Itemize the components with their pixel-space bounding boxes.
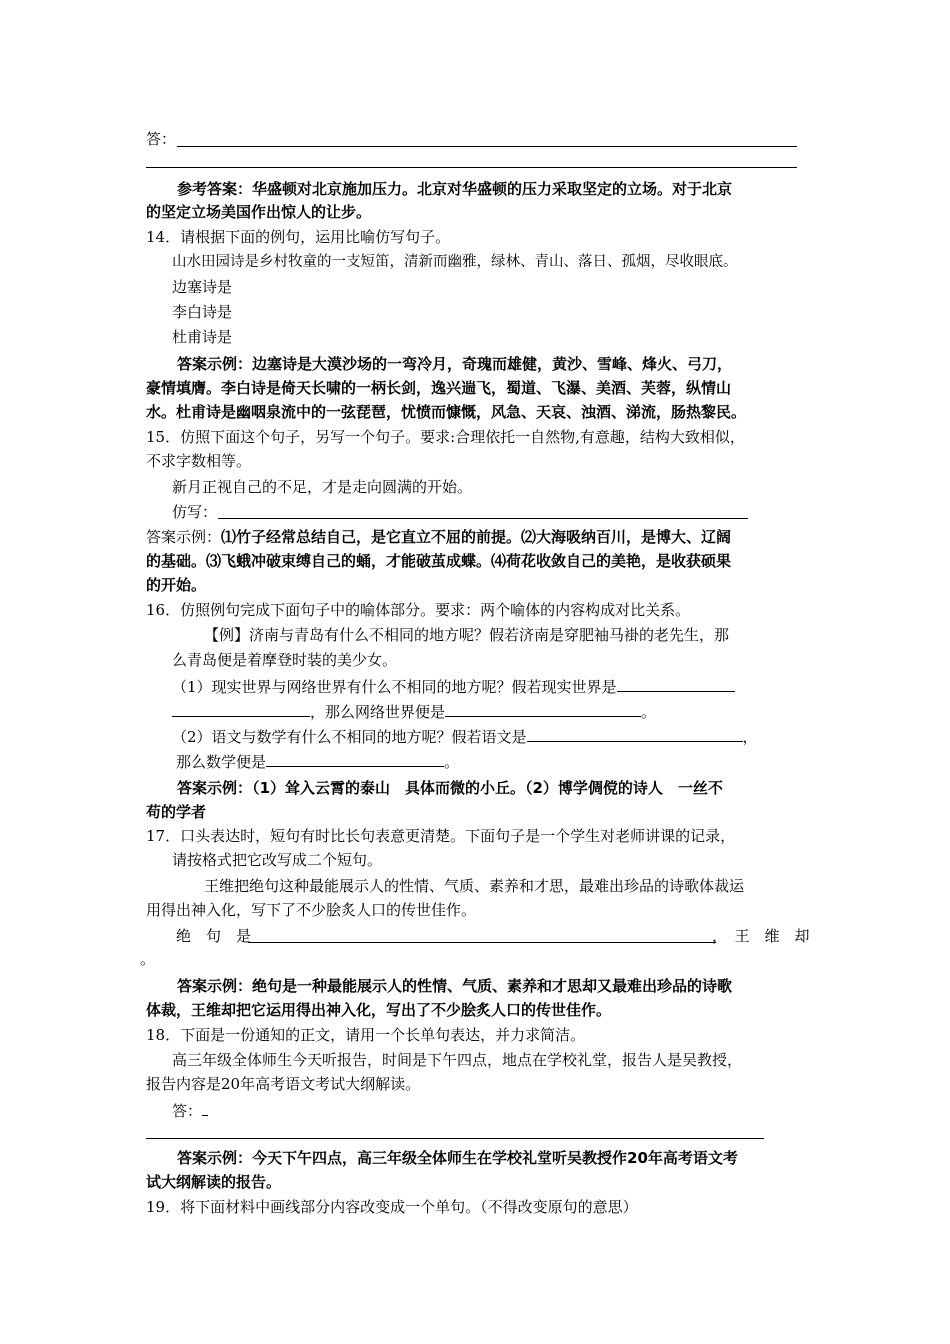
- q17-fill-label: 绝 句 是: [176, 927, 252, 945]
- q14-answer-line: 水。杜甫诗是幽咽泉流中的一弦琵琶，忧愤而慷慨，风急、天哀、浊酒、涕流，肠热黎民。: [146, 403, 747, 421]
- q16-item-2-comma: ，: [742, 728, 758, 746]
- q16-item-1-end: 。: [641, 703, 657, 721]
- answer-blank-line: [177, 146, 797, 147]
- q16-item-1-cont: [172, 700, 656, 723]
- q16-item-1: [172, 675, 735, 698]
- q15-blank-line: [218, 518, 748, 519]
- q16-answer-line: 答案示例：（1）耸入云霄的泰山 具体而微的小丘。（2）博学倜傥的诗人 一丝不: [177, 779, 723, 797]
- q16-example: 么青岛便是着摩登时装的美少女。: [172, 651, 398, 669]
- q15-title: 15．仿照下面这个句子，另写一个句子。要求:合理依托一自然物,有意趣，结构大致相似，: [146, 428, 745, 446]
- q17-fill-end: 。: [140, 950, 156, 968]
- q14-prompt: 边塞诗是: [172, 278, 233, 296]
- q18-blank: [202, 1099, 208, 1116]
- q16-example: 【例】济南与青岛有什么不相同的地方呢？假若济南是穿肥袖马褂的老先生，那: [204, 626, 730, 644]
- q18-passage: 报告内容是20年高考语文考试大纲解读。: [146, 1075, 421, 1093]
- q17-blank-line: [248, 942, 716, 943]
- q14-example: 山水田园诗是乡村牧童的一支短笛，清新而幽雅，绿林、青山、落日、孤烟，尽收眼底。: [172, 254, 738, 270]
- q15-title: 不求字数相等。: [146, 452, 252, 470]
- q16-item-2-end: 。: [444, 753, 460, 771]
- q16-item-2-cont: [176, 750, 459, 773]
- q17-passage: 用得出神入化，写下了不少脍炙人口的传世佳作。: [146, 901, 477, 919]
- q14-prompt: 杜甫诗是: [172, 328, 233, 346]
- q15-answer-line: 的基础。⑶飞蛾冲破束缚自己的蛹，才能破茧成蝶。⑷荷花收敛自己的美艳，是收获硕果: [146, 552, 732, 570]
- q13-answer-line: 的坚定立场美国作出惊人的让步。: [146, 203, 372, 221]
- q17-passage: 王维把绝句这种最能展示人的性情、气质、素养和才思，最难出珍品的诗歌体裁运: [204, 877, 745, 895]
- q15-answer-prefix: 答案示例：: [146, 528, 222, 546]
- q18-answer-line: 试大纲解读的报告。: [146, 1173, 282, 1191]
- q16-blank: [445, 700, 641, 717]
- q16-item-1-text: （1）现实世界与网络世界有什么不相同的地方呢？假若现实世界是: [172, 678, 617, 696]
- q16-blank: [172, 700, 310, 717]
- q16-item-2: [172, 725, 758, 748]
- q16-answer-line: 苟的学者: [146, 803, 207, 821]
- q16-item-2-line2: 那么数学便是: [176, 753, 267, 771]
- q14-title: 14．请根据下面的例句，运用比喻仿写句子。: [146, 228, 451, 246]
- q18-answer-label-text: 答：: [172, 1102, 203, 1120]
- q14-prompt: 李白诗是: [172, 303, 233, 321]
- answer-blank-line-2: [146, 167, 797, 168]
- q15-example: 新月正视自己的不足，才是走向圆满的开始。: [172, 478, 473, 496]
- q17-title: 17．口头表达时，短句有时比长句表意更清楚。下面句子是一个学生对老师讲课的记录，: [146, 827, 736, 845]
- q16-title: 16．仿照例句完成下面句子中的喻体部分。要求：两个喻体的内容构成对比关系。: [146, 601, 691, 619]
- q15-answer-line: [146, 526, 731, 548]
- q14-answer-line: 豪情填膺。李白诗是倚天长啸的一柄长剑，逸兴遄飞，蜀道、飞瀑、美酒、芙蓉，纵情山: [146, 379, 732, 397]
- q16-blank: [617, 675, 735, 692]
- q15-answer-text: ⑴竹子经常总结自己，是它直立不屈的前提。⑵大海吸纳百川，是博大、辽阔: [221, 528, 732, 546]
- q15-answer-line: 的开始。: [146, 576, 207, 594]
- q16-item-1-mid: ，那么网络世界便是: [310, 703, 446, 721]
- q17-fill-tail: ， 王 维 却: [712, 927, 810, 945]
- q18-answer-line: 答案示例：今天下午四点，高三年级全体师生在学校礼堂听吴教授作20年高考语文考: [177, 1149, 738, 1167]
- q16-item-2-text: （2）语文与数学有什么不相同的地方呢？假若语文是: [172, 728, 527, 746]
- q15-imitate-label: 仿写：: [172, 503, 218, 521]
- q17-title: 请按格式把它改写成二个短句。: [172, 851, 383, 869]
- q17-answer-line: 体裁，王维却把它运用得出神入化，写出了不少脍炙人口的传世佳作。: [146, 1001, 612, 1019]
- q16-blank: [527, 725, 743, 742]
- q17-answer-line: 答案示例：绝句是一种最能展示人的性情、气质、素养和才思却又最难出珍品的诗歌: [177, 977, 733, 995]
- q18-passage: 高三年级全体师生今天听报告，时间是下午四点，地点在学校礼堂，报告人是吴教授，: [172, 1051, 743, 1069]
- q18-title: 18．下面是一份通知的正文，请用一个长单句表达，并力求简洁。: [146, 1026, 586, 1044]
- q18-answer-label: [172, 1099, 208, 1122]
- q18-blank-line: [146, 1138, 764, 1139]
- q16-blank: [266, 750, 444, 767]
- q19-title: 19．将下面材料中画线部分内容改变成一个单句。（不得改变原句的意思）: [146, 1198, 638, 1216]
- q14-answer-line: 答案示例：边塞诗是大漠沙场的一弯冷月，奇瑰而雄健，黄沙、雪峰、烽火、弓刀，: [177, 355, 733, 373]
- q13-answer-line: 参考答案：华盛顿对北京施加压力。北京对华盛顿的压力采取坚定的立场。对于北京: [177, 180, 733, 198]
- answer-label: 答：: [146, 130, 177, 148]
